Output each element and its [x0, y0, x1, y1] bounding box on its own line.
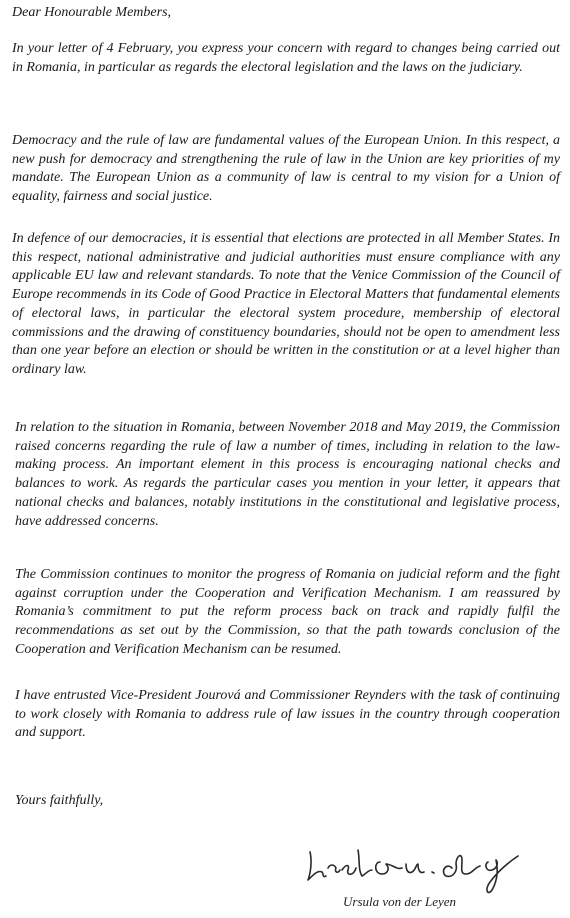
paragraph-2: Democracy and the rule of law are fundamental values of the European Union. In this respect, a new push for democracy and strengthening the rule of law in the Union are key priorities of my mandate. The European Union as a community of law is central to my vision for a Union of equality, fairness and social justice.: [12, 133, 560, 205]
handwritten-signature: [302, 834, 552, 898]
salutation: Dear Honourable Members,: [12, 5, 172, 20]
signatory-name: Ursula von der Leyen: [343, 894, 457, 909]
paragraph-1: In your letter of 4 February, you express your concern with regard to changes being carried out in Romania, in particular as regards the electoral legislation and the laws on the judiciary.: [12, 41, 560, 75]
closing: Yours faithfully,: [15, 793, 104, 808]
paragraph-5: The Commission continues to monitor the progress of Romania on judicial reform and the fight against corruption under the Cooperation and Verification Mechanism. I am reassured by Romania’s commitment to put the reform process back on track and rapidly fulfil the recommendations as set out by the Commission, so that the path towards conclusion of the Cooperation and Verification Mechanism can be resumed.: [15, 567, 560, 657]
paragraph-3: In defence of our democracies, it is essential that elections are protected in all Member States. In this respect, national administrative and judicial authorities must ensure compliance with any applicable EU law and relevant standards. To note that the Venice Commission of the Council of Europe recommends in its Code of Good Practice in Electoral Matters that fundamental elements of electoral laws, in particular the electoral system procedure, membership of electoral commissions and the drawing of constituency boundaries, should not be open to amendment less than one year before an election or should be written in the constitution or at a level higher than ordinary law.: [12, 231, 560, 377]
paragraph-6: I have entrusted Vice-President Jourová and Commissioner Reynders with the task of continuing to work closely with Romania to address rule of law issues in the country through cooperation and support.: [15, 688, 560, 741]
paragraph-4: In relation to the situation in Romania, between November 2018 and May 2019, the Commission raised concerns regarding the rule of law a number of times, including in relation to the law-making process. An important element in this process is encouraging national checks and balances to work. As regards the particular cases you mention in your letter, it appears that national checks and balances, notably institutions in the constitutional and legislative process, have addressed concerns.: [15, 420, 560, 529]
